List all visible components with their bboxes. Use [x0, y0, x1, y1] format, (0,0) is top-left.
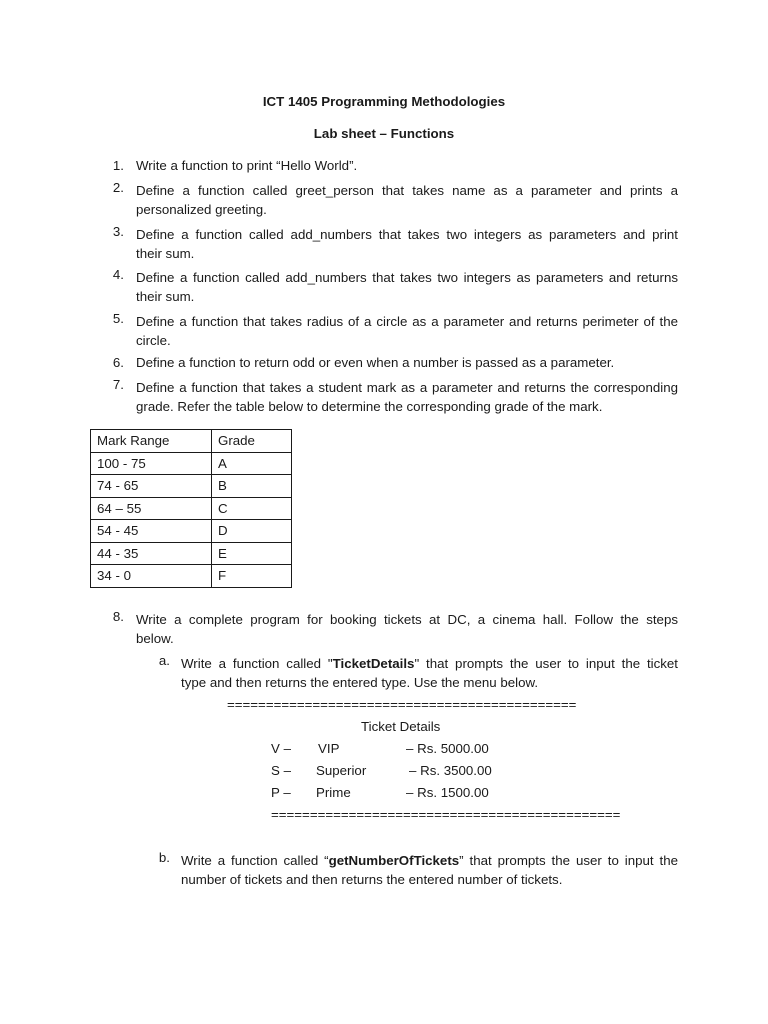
page-subtitle: Lab sheet – Functions — [313, 126, 455, 141]
item-text-line: their sum. — [136, 246, 195, 261]
text-span: Write a function called " — [181, 656, 333, 671]
item-text: Write a function to print “Hello World”. — [136, 158, 358, 173]
item-number: 2. — [112, 180, 124, 195]
item-text-line: their sum. — [136, 289, 195, 304]
menu-item-code: S – — [271, 763, 291, 778]
table-cell: 34 - 0 — [91, 565, 212, 588]
item-text-line: Define a function called add_numbers that takes two integers as parameters and returns — [136, 270, 678, 285]
text-span: ” that prompts the user to input the — [459, 853, 678, 868]
table-cell: D — [212, 520, 292, 543]
table-row — [91, 520, 292, 543]
menu-item-code: P – — [271, 785, 291, 800]
text-span: Write a function called “ — [181, 853, 329, 868]
item-text-line: Define a function called add_numbers that takes two integers as parameters and print — [136, 227, 678, 242]
item-number: 3. — [112, 224, 124, 239]
item-text-line: Define a function called greet_person that takes name as a parameter and prints a — [136, 183, 678, 198]
menu-rule-top: ============================================= — [227, 697, 577, 712]
table-cell: F — [212, 565, 292, 588]
item-number: 1. — [112, 158, 124, 173]
item-text: Define a function to return odd or even when a number is passed as a parameter. — [136, 355, 615, 370]
text-span: " that prompts the user to input the ticket — [414, 656, 678, 671]
menu-item-code: V – — [271, 741, 291, 756]
table-cell: E — [212, 542, 292, 565]
function-name: getNumberOfTickets — [328, 853, 460, 868]
table-row — [91, 452, 292, 475]
table-header-cell: Grade — [212, 430, 292, 453]
sub-item-text-line — [181, 653, 678, 675]
table-cell: C — [212, 497, 292, 520]
item-text-line: below. — [136, 631, 174, 646]
item-number: 4. — [112, 267, 124, 282]
table-cell: B — [212, 475, 292, 498]
item-text-line: grade. Refer the table below to determine the corresponding grade of the mark. — [136, 399, 603, 414]
table-header-cell: Mark Range — [91, 430, 212, 453]
table-cell: 74 - 65 — [91, 475, 212, 498]
menu-item-name: Prime — [316, 785, 351, 800]
item-text-line: Write a complete program for booking tickets at DC, a cinema hall. Follow the steps — [136, 612, 678, 627]
table-cell: 100 - 75 — [91, 452, 212, 475]
sub-item-label: a. — [158, 653, 170, 668]
sub-item-label: b. — [158, 850, 170, 865]
table-row — [91, 542, 292, 565]
table-cell: 44 - 35 — [91, 542, 212, 565]
grade-table — [90, 429, 292, 588]
menu-heading: Ticket Details — [361, 719, 441, 734]
table-row — [91, 475, 292, 498]
function-name: TicketDetails — [332, 656, 415, 671]
table-row — [91, 497, 292, 520]
menu-item-price: – Rs. 1500.00 — [406, 785, 489, 800]
menu-item-price: – Rs. 3500.00 — [409, 763, 492, 778]
item-number: 7. — [112, 377, 124, 392]
sub-item-text-line: type and then returns the entered type. Use the menu below. — [181, 675, 539, 690]
sub-item-text-line: number of tickets and then returns the entered number of tickets. — [181, 872, 563, 887]
table-header-row — [91, 430, 292, 453]
item-number: 5. — [112, 311, 124, 326]
sub-item-text-line — [181, 850, 678, 872]
item-number: 6. — [112, 355, 124, 370]
item-text-line: Define a function that takes a student mark as a parameter and returns the corresponding — [136, 380, 678, 395]
menu-item-name: VIP — [318, 741, 340, 756]
table-cell: A — [212, 452, 292, 475]
menu-item-price: – Rs. 5000.00 — [406, 741, 489, 756]
item-number: 8. — [112, 609, 124, 624]
item-text-line: circle. — [136, 333, 171, 348]
item-text-line: personalized greeting. — [136, 202, 267, 217]
page-title: ICT 1405 Programming Methodologies — [262, 94, 506, 109]
table-cell: 64 – 55 — [91, 497, 212, 520]
table-row — [91, 565, 292, 588]
menu-item-name: Superior — [316, 763, 367, 778]
menu-rule-bottom: ============================================= — [271, 807, 621, 822]
item-text-line: Define a function that takes radius of a circle as a parameter and returns perimeter of the — [136, 314, 678, 329]
table-cell: 54 - 45 — [91, 520, 212, 543]
